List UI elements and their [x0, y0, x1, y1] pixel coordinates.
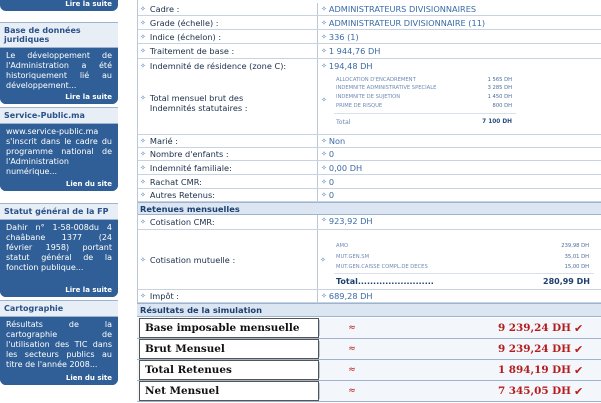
bullet-icon: ✧ [140, 218, 146, 226]
read-more-link[interactable]: Lire la suite [0, 0, 118, 11]
row-traitement [137, 44, 601, 59]
bullet-icon: ✧ [321, 47, 327, 55]
bullet-icon: ✧ [321, 96, 327, 104]
bullet-icon: ✧ [140, 137, 146, 145]
check-icon: ✔ [574, 363, 584, 377]
sub-item-amount: 3 285 DH [487, 85, 512, 91]
bullet-icon: ✧ [140, 292, 146, 300]
check-icon: ✔ [574, 342, 584, 356]
bullet-icon: ✧ [321, 32, 327, 41]
row-mutuelle [137, 230, 601, 290]
bullet-icon: ✧ [140, 255, 146, 264]
value-traitement: 1 944,76 DH [328, 46, 381, 56]
row-marie [137, 135, 601, 148]
check-icon: ✔ [574, 384, 584, 398]
sidebar-box-cartographie [0, 300, 118, 385]
result-label: Brut Mensuel [139, 339, 319, 359]
bullet-icon: ✧ [321, 292, 327, 300]
section-results-title: Résultats de la simulation [137, 303, 601, 317]
approx-icon: ≈ [348, 344, 356, 354]
subtotal-amount: 280,99 DH [543, 277, 590, 286]
bullet-icon: ✧ [321, 62, 327, 70]
bullet-icon: ✧ [140, 62, 146, 70]
bullet-icon: ✧ [140, 191, 146, 199]
result-row [137, 360, 601, 381]
label-marie: Marié : [149, 136, 178, 146]
read-more-link[interactable]: Lire la suite [0, 93, 118, 104]
label-total-brut: Total mensuel brut des Indemnités statutaires : [149, 93, 248, 113]
bullet-icon: ✧ [321, 18, 327, 27]
label-indice: Indice (échelon) : [149, 31, 222, 42]
value-rachat-cmr: 0 [328, 176, 335, 187]
value-residence: 194,48 DH [328, 61, 373, 71]
bullet-icon: ✧ [321, 163, 327, 172]
result-value: 7 345,05 DH [497, 385, 571, 397]
sub-item-name: MUT.GEN.CAISSE COMPL.DE DECES [336, 264, 428, 270]
label-mutuelle: Cotisation mutuelle : [149, 254, 236, 265]
box-body: Dahir n° 1-58-008du 4 chaâbane 1377 (24 février 1958) portant statut général de la fonction publique... [0, 220, 118, 286]
box-body: www.service-public.ma s'inscrit dans le cadre du programme national de l'Administration numérique... [0, 124, 118, 180]
site-link[interactable]: Lien du site [0, 374, 118, 385]
box-title[interactable]: Base de données juridiques [0, 22, 118, 48]
label-autres-retenus: Autres Retenus: [149, 190, 215, 200]
bullet-icon: ✧ [140, 150, 146, 158]
bullet-icon: ✧ [321, 191, 327, 199]
value-enfants: 0 [328, 149, 335, 159]
sidebar-top-box [0, 0, 118, 9]
box-title[interactable]: Service-Public.ma [0, 107, 118, 124]
subtotal-divider [334, 113, 516, 114]
bullet-icon: ✧ [321, 5, 327, 13]
box-title[interactable]: Statut général de la FP [0, 203, 118, 220]
bullet-icon: ✧ [140, 5, 146, 13]
bullet-icon: ✧ [320, 255, 326, 264]
row-indemnite-familiale [137, 161, 601, 175]
label-cadre: Cadre : [149, 4, 180, 14]
result-row [137, 381, 601, 402]
sub-item-name: INDEMNITE DE SUJETION [336, 94, 401, 100]
sub-item-amount: 15,00 DH [564, 264, 589, 270]
row-enfants [137, 148, 601, 161]
section-retenues-title: Retenues mensuelles [137, 202, 601, 215]
grid-left-border [137, 0, 138, 303]
approx-icon: ≈ [348, 365, 356, 375]
result-row [137, 318, 601, 339]
sub-item-name: AMO [336, 243, 349, 249]
row-grade [137, 16, 601, 30]
approx-icon: ≈ [348, 323, 356, 333]
read-more-link[interactable]: Lire la suite [0, 286, 118, 297]
sidebar [0, 0, 118, 403]
site-link[interactable]: Lien du site [0, 180, 118, 191]
sidebar-box-service-public [0, 107, 118, 191]
subtotal-label: Total......................... [336, 277, 434, 286]
sub-item-name: ALLOCATION D'ENCADREMENT [336, 77, 416, 83]
value-indemnite-familiale: 0,00 DH [328, 162, 363, 173]
box-body: Le développement de l'Administration a été historiquement lié au développement... [0, 48, 118, 93]
approx-icon: ≈ [348, 386, 356, 396]
label-indemnite-familiale: Indemnité familiale: [149, 162, 232, 173]
value-grade: ADMINISTRATEUR DIVISIONNAIRE (11) [328, 17, 486, 28]
label-impot: Impôt : [149, 291, 180, 301]
label-residence: Indemnité de résidence (zone C): [149, 61, 287, 71]
result-value: 9 239,24 DH [497, 322, 571, 334]
row-rachat-cmr [137, 175, 601, 189]
result-value: 1 894,19 DH [497, 364, 571, 376]
bullet-icon: ✧ [321, 177, 327, 186]
subtotal-amount: 7 100 DH [482, 119, 512, 125]
bullet-icon: ✧ [140, 163, 146, 172]
value-impot: 689,28 DH [328, 291, 373, 301]
bullet-icon: ✧ [140, 18, 146, 27]
result-value: 9 239,24 DH [497, 343, 571, 355]
bullet-icon: ✧ [140, 94, 146, 102]
result-label: Base imposable mensuelle [139, 318, 319, 338]
value-cmr: 923,92 DH [328, 216, 373, 226]
simulation-panel [137, 0, 601, 403]
value-autres-retenus: 0 [328, 190, 335, 200]
sub-item-name: MUT.GEN.SM [336, 254, 370, 260]
sub-item-name: INDEMNITE ADMINISTRATIVE SPECIALE [336, 85, 437, 91]
sub-item-amount: 239,98 DH [561, 243, 589, 249]
bullet-icon: ✧ [321, 150, 327, 158]
row-indice [137, 30, 601, 44]
row-cadre [137, 3, 601, 16]
value-indice: 336 (1) [328, 31, 359, 42]
bullet-icon: ✧ [321, 216, 327, 224]
result-row [137, 339, 601, 360]
subtotal-divider [334, 273, 594, 274]
bullet-icon: ✧ [321, 137, 327, 145]
sidebar-box-legal-db [0, 22, 118, 104]
row-indemnites [137, 59, 601, 135]
bullet-icon: ✧ [140, 32, 146, 41]
label-grade: Grade (échelle) : [149, 17, 219, 28]
sub-item-amount: 35,01 DH [564, 254, 589, 260]
result-label: Total Retenues [139, 360, 319, 380]
check-icon: ✔ [574, 321, 584, 335]
subtotal-label: Total [336, 119, 351, 126]
sidebar-box-statut [0, 203, 118, 297]
row-cmr [137, 215, 601, 230]
sub-item-amount: 800 DH [492, 103, 512, 109]
value-marie: Non [328, 136, 346, 146]
label-enfants: Nombre d'enfants : [149, 149, 229, 159]
result-label: Net Mensuel [139, 381, 319, 401]
sub-item-name: PRIME DE RISQUE [336, 103, 383, 109]
label-traitement: Traitement de base : [149, 46, 235, 56]
bullet-icon: ✧ [140, 177, 146, 186]
row-impot [137, 290, 601, 303]
box-title[interactable]: Cartographie [0, 300, 118, 317]
label-cmr: Cotisation CMR: [149, 217, 215, 227]
bullet-icon: ✧ [140, 47, 146, 55]
sub-item-amount: 1 450 DH [487, 94, 512, 100]
label-rachat-cmr: Rachat CMR: [149, 176, 202, 187]
value-cadre: ADMINISTRATEURS DIVISIONNAIRES [328, 4, 477, 14]
sub-item-amount: 1 565 DH [487, 77, 512, 83]
box-body: Résultats de la cartographie de l'utilisation des TIC dans les secteurs publics au titre de l'année 2008... [0, 317, 118, 374]
row-autres-retenus [137, 189, 601, 202]
